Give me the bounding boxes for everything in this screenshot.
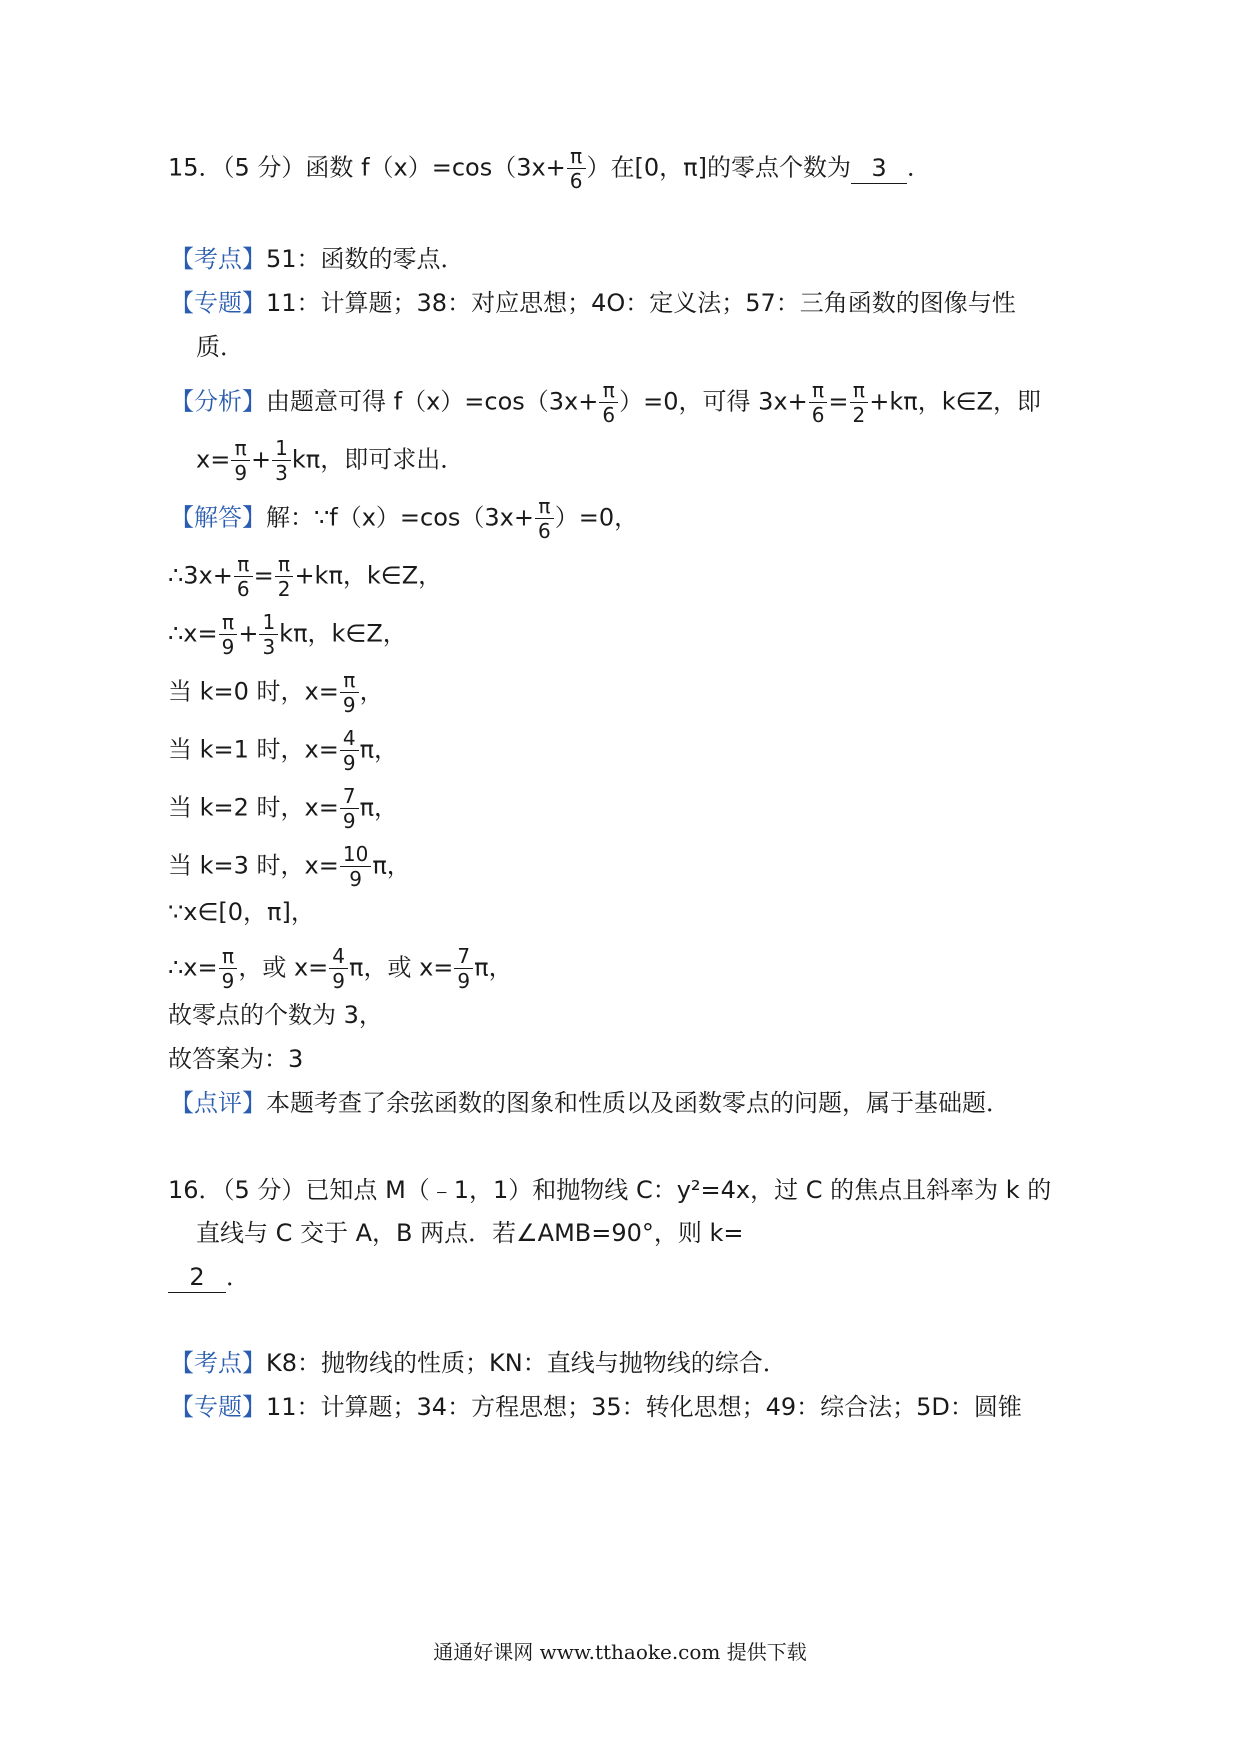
q15-jieda-step2: ∴x= $\frac{\pi}{9}$ + $\frac{1}{3}$ kπ，k∈Z， — [168, 610, 407, 659]
section-tag: 【点评】 — [170, 1089, 266, 1117]
section-tag: 【专题】 — [170, 1393, 266, 1421]
fraction: $\frac{\pi}{9}$ — [219, 610, 238, 659]
q15-kaodian: 【考点】51：函数的零点． — [170, 245, 465, 273]
fraction: $\frac{\pi}{6}$ — [567, 144, 586, 193]
q16-stem-cont: 直线与 C 交于 A，B 两点．若∠AMB=90°，则 k= — [196, 1219, 744, 1247]
q15-dianping: 【点评】本题考查了余弦函数的图象和性质以及函数零点的问题，属于基础题． — [170, 1089, 1010, 1117]
fraction: $\frac{\pi}{2}$ — [850, 378, 869, 427]
q15-jieda-k0: 当 k=0 时，x= $\frac{\pi}{9}$ ， — [168, 668, 384, 717]
q15-zhuanti: 【专题】11：计算题；38：对应思想；4O：定义法；57：三角函数的图像与性 — [170, 289, 1016, 317]
page-footer: 通通好课网 www.tthaoke.com 提供下载 — [433, 1640, 807, 1664]
section-tag: 【考点】 — [170, 1349, 266, 1377]
q15-stem: 15．（5 分）函数 f（x）=cos（3x+ $\frac{\pi}{6}$ ）在[0，π]的零点个数为 3 ． — [168, 144, 931, 193]
q16-zhuanti: 【专题】11：计算题；34：方程思想；35：转化思想；49：综合法；5D：圆锥 — [170, 1393, 1022, 1421]
q15-jieda-count: 故零点的个数为 3， — [168, 1001, 383, 1029]
fraction: $\frac{\pi}{6}$ — [809, 378, 828, 427]
q15-jieda-answer: 故答案为：3 — [168, 1045, 304, 1073]
fraction: $\frac{\pi}{6}$ — [599, 378, 618, 427]
q16-kaodian: 【考点】K8：抛物线的性质；KN：直线与抛物线的综合． — [170, 1349, 787, 1377]
fraction: $\frac{\pi}{9}$ — [219, 944, 238, 993]
q15-zhuanti-cont: 质． — [196, 333, 244, 361]
q15-fenxi: 【分析】由题意可得 f（x）=cos（3x+ $\frac{\pi}{6}$ ）=0，可得 3x+ $\frac{\pi}{6}$ = $\frac{\pi}{2}$ +kπ，k∈Z，即 — [170, 378, 1041, 427]
section-tag: 【分析】 — [170, 387, 266, 416]
fraction: $\frac{1}{3}$ — [272, 436, 291, 485]
q16-answer-line: 2 ． — [168, 1262, 250, 1293]
q15-fenxi-cont: x= $\frac{\pi}{9}$ + $\frac{1}{3}$ kπ，即可求出． — [196, 436, 465, 485]
fraction: $\frac{10}{9}$ — [340, 842, 371, 891]
fraction: $\frac{\pi}{9}$ — [231, 436, 250, 485]
q15-jieda-result: ∴x= $\frac{\pi}{9}$ ，或 x= $\frac{4}{9}$ π，或 x= $\frac{7}{9}$ π， — [168, 944, 513, 993]
section-tag: 【解答】 — [170, 503, 266, 532]
q15-jieda: 【解答】解：∵f（x）=cos（3x+ $\frac{\pi}{6}$ ）=0， — [170, 494, 639, 543]
fraction: $\frac{7}{9}$ — [340, 784, 359, 833]
fraction: $\frac{1}{3}$ — [259, 610, 278, 659]
answer-blank: 2 — [168, 1262, 226, 1293]
section-tag: 【考点】 — [170, 245, 266, 273]
q15-jieda-k1: 当 k=1 时，x= $\frac{4}{9}$ π， — [168, 726, 399, 775]
fraction: $\frac{\pi}{2}$ — [275, 552, 294, 601]
fraction: $\frac{7}{9}$ — [454, 944, 473, 993]
q15-jieda-step1: ∴3x+ $\frac{\pi}{6}$ = $\frac{\pi}{2}$ +kπ，k∈Z， — [168, 552, 443, 601]
fraction: $\frac{4}{9}$ — [329, 944, 348, 993]
answer-blank: 3 — [851, 153, 907, 184]
fraction: $\frac{\pi}{9}$ — [340, 668, 359, 717]
fraction: $\frac{\pi}{6}$ — [234, 552, 253, 601]
q16-stem: 16．（5 分）已知点 M（﹣1，1）和抛物线 C：y²=4x，过 C 的焦点且斜率为 k 的 — [168, 1176, 1052, 1204]
q15-jieda-k3: 当 k=3 时，x= $\frac{10}{9}$ π， — [168, 842, 411, 891]
q15-jieda-k2: 当 k=2 时，x= $\frac{7}{9}$ π， — [168, 784, 399, 833]
fraction: $\frac{\pi}{6}$ — [535, 494, 554, 543]
fraction: $\frac{4}{9}$ — [340, 726, 359, 775]
section-tag: 【专题】 — [170, 289, 266, 317]
q15-jieda-range: ∵x∈[0，π]， — [168, 898, 315, 926]
